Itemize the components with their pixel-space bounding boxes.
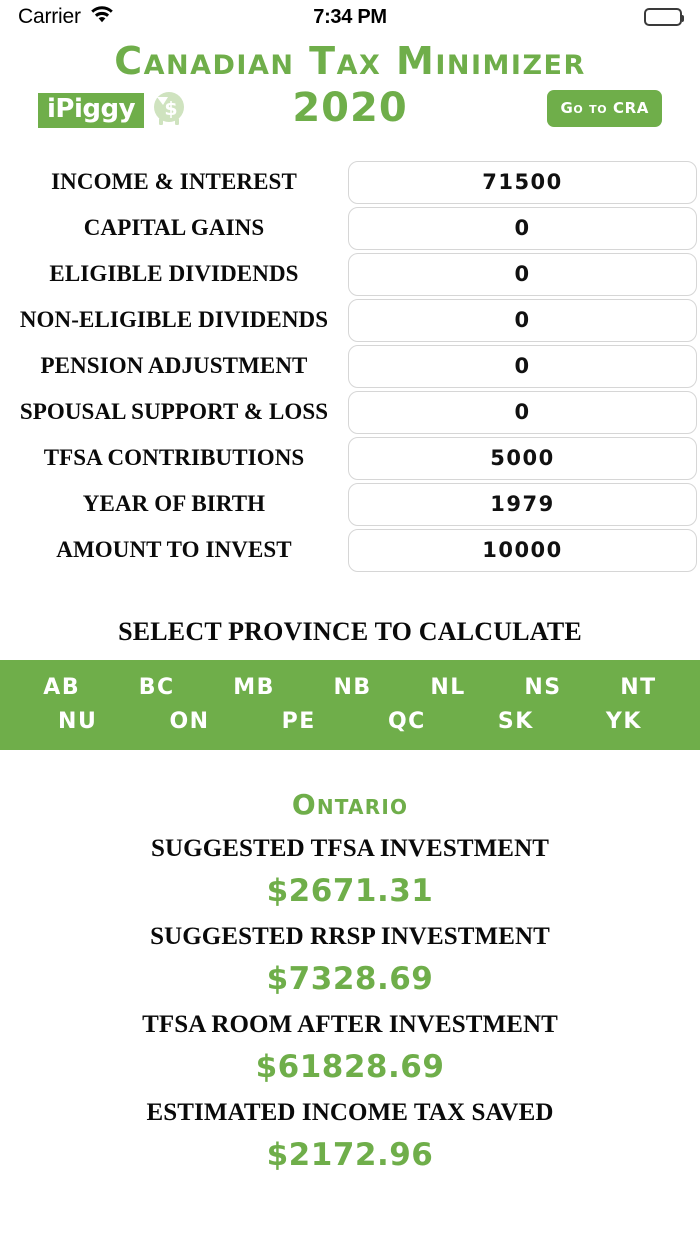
province-button-on[interactable]: ON [165, 707, 213, 736]
result-label-suggested-rrsp-investment: SUGGESTED RRSP INVESTMENT [150, 923, 550, 950]
svg-text:$: $ [164, 98, 178, 120]
status-bar [0, 0, 700, 34]
input-spousal-support-loss[interactable] [348, 391, 697, 434]
province-row-2 [0, 704, 700, 738]
form-row-spousal-support-loss [0, 389, 700, 435]
input-year-of-birth[interactable] [348, 483, 697, 526]
clock: 7:34 PM [313, 5, 387, 28]
wifi-icon [90, 6, 114, 29]
label-eligible-dividends: ELIGIBLE DIVIDENDS [49, 261, 299, 286]
input-amount-to-invest[interactable] [348, 529, 697, 572]
header-row [0, 84, 700, 136]
carrier-label: Carrier [18, 5, 81, 28]
form-row-year-of-birth [0, 481, 700, 527]
province-button-bc[interactable]: BC [135, 673, 179, 702]
form-row-non-eligible-dividends [0, 297, 700, 343]
label-pension-adjustment: PENSION ADJUSTMENT [40, 353, 308, 378]
result-value-estimated-income-tax-saved: $2172.96 [266, 1137, 434, 1173]
form-row-income-interest [0, 159, 700, 205]
province-button-sk[interactable]: SK [494, 707, 538, 736]
province-button-mb[interactable]: MB [229, 673, 279, 702]
label-tfsa-contributions: TFSA CONTRIBUTIONS [43, 445, 305, 470]
province-button-yk[interactable]: YK [602, 707, 646, 736]
label-capital-gains: CAPITAL GAINS [83, 215, 265, 240]
result-value-suggested-rrsp-investment: $7328.69 [266, 961, 434, 997]
form-row-tfsa-contributions [0, 435, 700, 481]
form-row-eligible-dividends [0, 251, 700, 297]
result-value-tfsa-room-after-investment: $61828.69 [255, 1049, 445, 1085]
input-non-eligible-dividends[interactable] [348, 299, 697, 342]
province-button-ns[interactable]: NS [520, 673, 565, 702]
input-pension-adjustment[interactable] [348, 345, 697, 388]
results-panel [0, 788, 700, 1173]
go-to-cra-button[interactable]: Go to CRA [547, 90, 662, 127]
province-button-pe[interactable]: PE [278, 707, 320, 736]
label-non-eligible-dividends: NON-ELIGIBLE DIVIDENDS [19, 307, 329, 332]
province-selector [0, 660, 700, 750]
province-button-qc[interactable]: QC [384, 707, 430, 736]
input-form [0, 159, 700, 573]
label-year-of-birth: YEAR OF BIRTH [82, 491, 266, 516]
input-tfsa-contributions[interactable] [348, 437, 697, 480]
tax-year-label: 2020 [292, 85, 408, 131]
province-button-nl[interactable]: NL [426, 673, 469, 702]
province-button-ab[interactable]: AB [39, 673, 84, 702]
form-row-pension-adjustment [0, 343, 700, 389]
status-bar-right [644, 8, 682, 26]
province-row-1 [0, 670, 700, 704]
input-capital-gains[interactable] [348, 207, 697, 250]
input-income-interest[interactable] [348, 161, 697, 204]
province-button-nt[interactable]: NT [616, 673, 660, 702]
province-button-nu[interactable]: NU [54, 707, 101, 736]
status-bar-left [18, 5, 114, 29]
input-eligible-dividends[interactable] [348, 253, 697, 296]
label-income-interest: INCOME & INTEREST [51, 169, 297, 194]
province-selector-heading: SELECT PROVINCE TO CALCULATE [118, 617, 582, 646]
selected-province-name: Ontario [291, 788, 409, 821]
logo-text: iPiggy [38, 93, 144, 128]
province-button-nb[interactable]: NB [330, 673, 376, 702]
result-label-tfsa-room-after-investment: TFSA ROOM AFTER INVESTMENT [142, 1011, 558, 1038]
label-amount-to-invest: AMOUNT TO INVEST [56, 537, 292, 562]
form-row-amount-to-invest [0, 527, 700, 573]
result-label-estimated-income-tax-saved: ESTIMATED INCOME TAX SAVED [146, 1099, 554, 1126]
page-title: Canadian Tax Minimizer [114, 39, 586, 83]
battery-full-icon [644, 8, 682, 26]
result-value-suggested-tfsa-investment: $2671.31 [266, 873, 434, 909]
label-spousal-support-loss: SPOUSAL SUPPORT & LOSS [19, 399, 329, 424]
result-label-suggested-tfsa-investment: SUGGESTED TFSA INVESTMENT [151, 835, 549, 862]
form-row-capital-gains [0, 205, 700, 251]
